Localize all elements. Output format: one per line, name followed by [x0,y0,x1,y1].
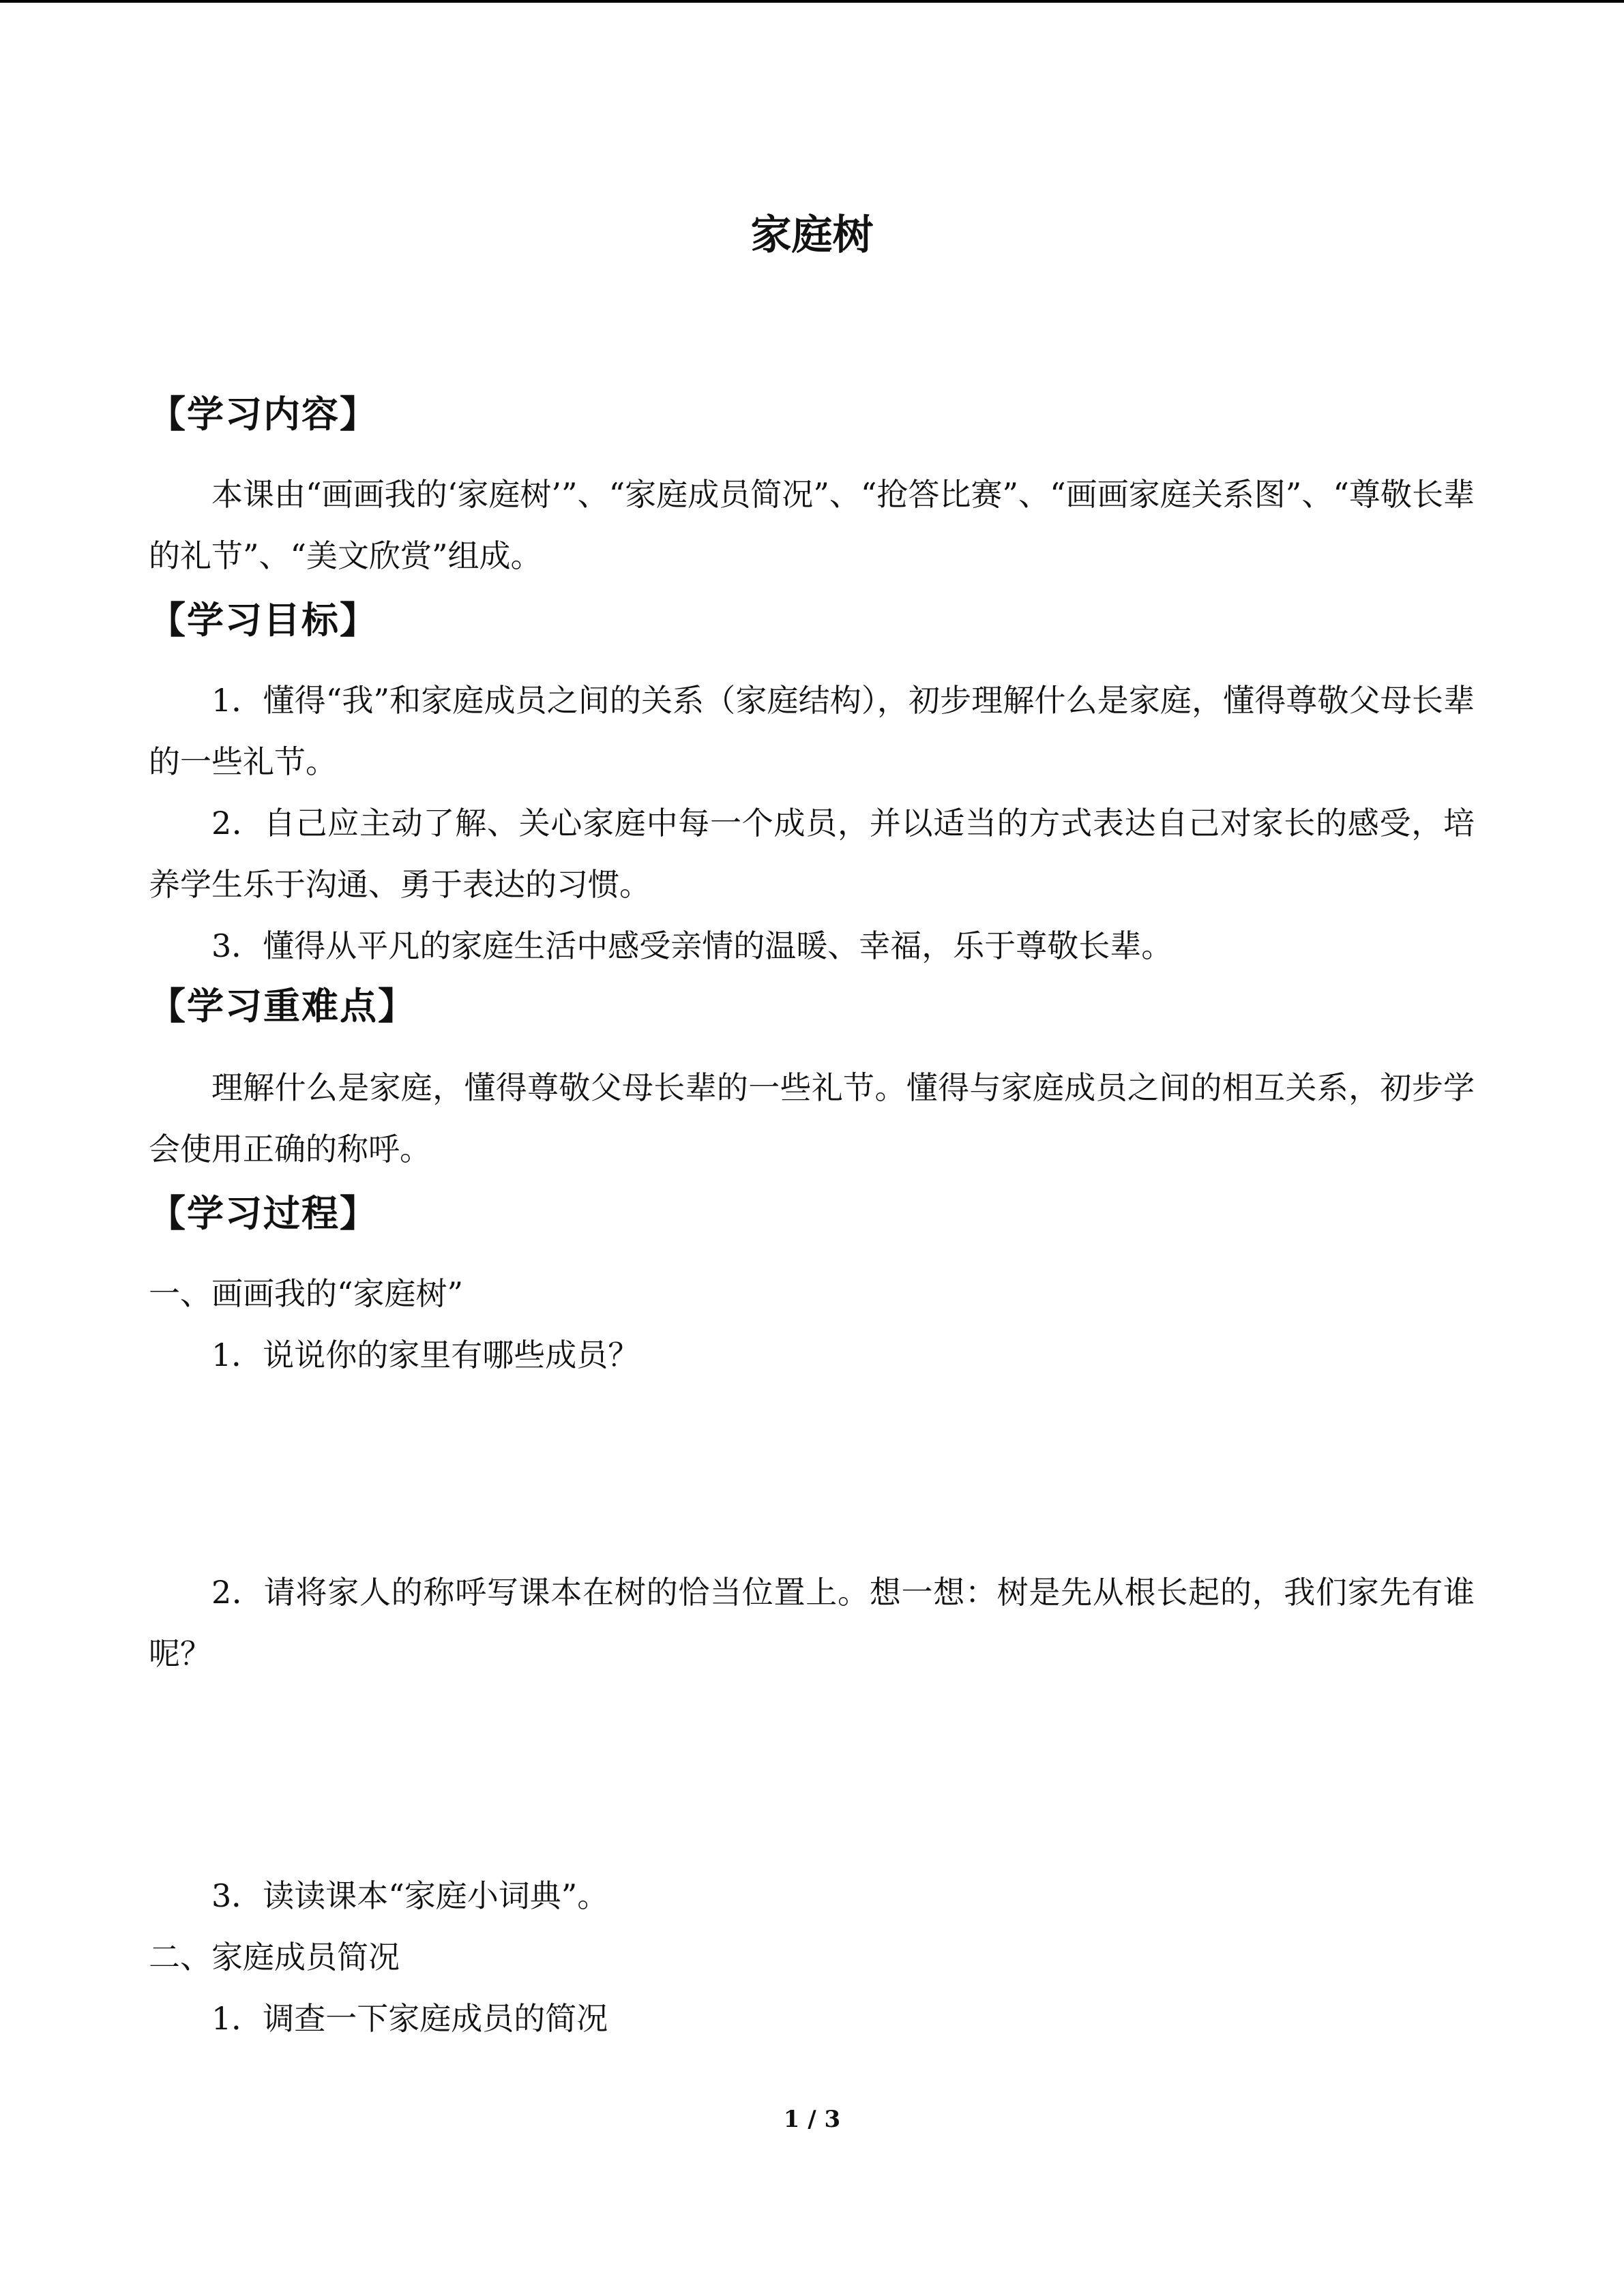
goal-item: 1．懂得“我”和家庭成员之间的关系（家庭结构），初步理解什么是家庭，懂得尊敬父母长辈的一些礼节。 [149,682,1475,780]
process-part1-question-2: 2．请将家人的称呼写课本在树的恰当位置上。想一想：树是先从根长起的，我们家先有谁呢？ [149,1574,1475,1672]
section-heading-content: 【学习内容】 [149,392,378,436]
section-heading-key-points: 【学习重难点】 [149,984,416,1028]
section-heading-goals: 【学习目标】 [149,598,378,642]
process-part2-title: 二、家庭成员简况 [149,1939,400,1976]
process-part1-title: 一、画画我的“家庭树” [149,1275,464,1312]
top-border-line [0,0,1624,3]
process-part1-question-3: 3．读读课本“家庭小词典”。 [211,1877,609,1914]
content-paragraph: 本课由“画画我的‘家庭树’”、“家庭成员简况”、“抢答比赛”、“画画家庭关系图”、“尊敬长辈的礼节”、“美文欣赏”组成。 [149,476,1475,574]
process-part2-question-1: 1．调查一下家庭成员的简况 [211,2000,608,2037]
goal-item: 2．自己应主动了解、关心家庭中每一个成员，并以适当的方式表达自己对家长的感受，培养学生乐于沟通、勇于表达的习惯。 [149,805,1475,903]
section-heading-process: 【学习过程】 [149,1191,378,1235]
process-part1-question-1: 1．说说你的家里有哪些成员？ [211,1337,640,1373]
page-title: 家庭树 [750,211,874,259]
goal-item: 3．懂得从平凡的家庭生活中感受亲情的温暖、幸福，乐于尊敬长辈。 [211,927,1173,964]
key-points-paragraph: 理解什么是家庭，懂得尊敬父母长辈的一些礼节。懂得与家庭成员之间的相互关系，初步学会使用正确的称呼。 [149,1069,1475,1167]
page-number: 1 / 3 [783,2106,841,2133]
